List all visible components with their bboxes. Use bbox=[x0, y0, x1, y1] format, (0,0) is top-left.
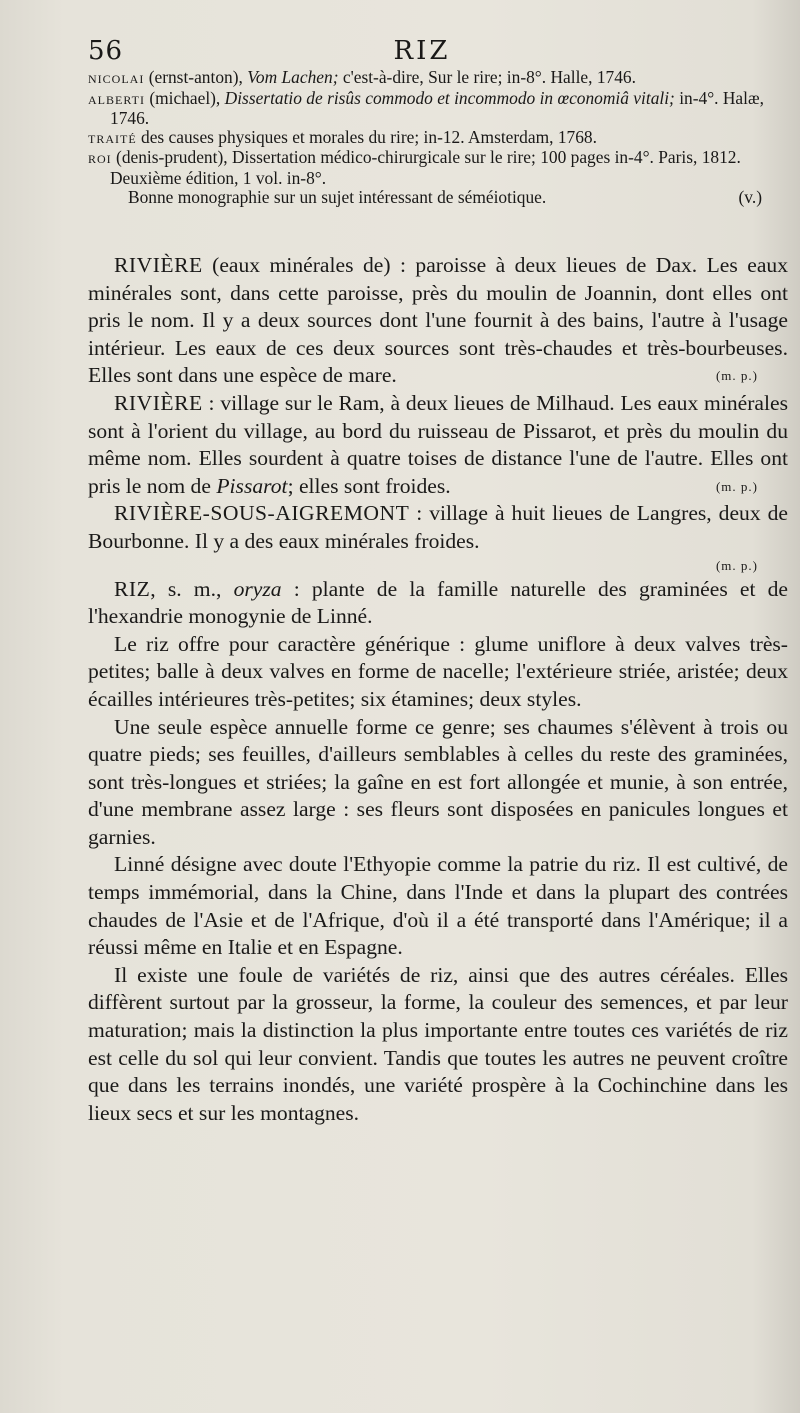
bib-rest: Dissertation médico-chirurgicale sur le rire; 100 pages in-4°. Paris, 1812. Deuxième édition, 1 vol. in-8°. bbox=[110, 147, 741, 188]
author-signature: (m. p.) bbox=[715, 557, 758, 573]
bib-title: Dissertatio de risûs commodo et incommodo in œconomiâ vitali; bbox=[224, 87, 675, 108]
bib-rest: des causes physiques et morales du rire; in-12. Amsterdam, 1768. bbox=[141, 126, 597, 147]
bib-note bbox=[88, 188, 788, 207]
bib-details: (michael), bbox=[149, 87, 221, 108]
bib-note-text: Bonne monographie sur un sujet intéressant de séméiotique. bbox=[128, 186, 547, 207]
headword: RIVIÈRE bbox=[114, 253, 203, 277]
entry-riz bbox=[88, 576, 788, 631]
bib-details: (ernst-anton), bbox=[148, 67, 243, 87]
entry-italic: oryza bbox=[233, 576, 282, 601]
bib-entry-alberti bbox=[88, 89, 788, 128]
bib-note-signature: (v.) bbox=[738, 186, 762, 207]
bib-author: ROI bbox=[88, 152, 112, 167]
headword: RIVIÈRE bbox=[114, 390, 203, 415]
entry-text-after: : plante de la famille naturelle des graminées et de l'hexandrie monogynie de Linné. bbox=[88, 576, 788, 629]
bib-entry-traite bbox=[88, 128, 788, 149]
bib-author: ALBERTI bbox=[88, 92, 145, 107]
page-number: 56 bbox=[88, 36, 124, 66]
bib-author: NICOLAI bbox=[88, 72, 145, 86]
entry-italic: Pissarot bbox=[216, 473, 288, 498]
headword: RIVIÈRE-SOUS-AIGREMONT bbox=[114, 501, 410, 526]
entry-riviere-sous-aigremont bbox=[88, 500, 788, 555]
bib-rest: c'est-à-dire, Sur le rire; in-8°. Halle, 1746. bbox=[342, 67, 636, 87]
paragraph: Il existe une foule de variétés de riz, ainsi que des autres céréales. Elles diffèrent surtout par la grosseur, la forme, la couleur des semences, et par leur maturation; mais la distinction la plus importante entre toutes ces variétés de riz est celle du sol qui leur convient. Tandis que toutes les autres ne peuvent croître que dans les terrains inondés, une variété prospère à la Cochinchine dans les lieux secs et sur les montagnes. bbox=[88, 962, 788, 1125]
bib-entry-nicolai bbox=[88, 68, 788, 89]
entry-text-after: ; elles sont froides. bbox=[287, 473, 451, 498]
paragraph: Linné désigne avec doute l'Ethyopie comme la patrie du riz. Il est cultivé, de temps immémorial, dans la Chine, dans l'Inde et dans la plupart des contrées chaudes de l'Asie et de l'Afrique, d'où il a été transporté dans l'Amérique; il a réussi même en Italie et en Espagne. bbox=[88, 852, 788, 960]
headword: RIZ bbox=[114, 576, 151, 601]
bib-rest: in-4°. Halæ, 1746. bbox=[110, 87, 764, 129]
running-head bbox=[88, 36, 756, 68]
entry-text: : village sur le Ram, à deux lieues de Milhaud. Les eaux minérales sont à l'orient du village, au bord du ruisseau de Pissarot, et près du moulin du même nom. Elles sourdent à quatre toises de distance l'une de l'autre. Elles ont pris le nom de bbox=[88, 390, 788, 498]
paragraph: Le riz offre pour caractère générique : glume uniflore à deux valves très-petites; balle à deux valves en forme de nacelle; l'extérieure striée, aristée; deux écailles intérieures très-petites; six étamines; deux styles. bbox=[88, 631, 788, 711]
article-body bbox=[88, 252, 788, 1127]
bib-author: TRAITÉ bbox=[88, 131, 137, 146]
entry-riviere-dax bbox=[88, 252, 788, 390]
paragraph: Une seule espèce annuelle forme ce genre; ses chaumes s'élèvent à trois ou quatre pieds; ses feuilles, d'ailleurs semblables à celles du reste des graminées, sont très-longues et striées; la gaîne en est fort allongée et munie, à son entrée, d'une membrane assez large : ses fleurs sont disposées en panicules longues et garnies. bbox=[88, 714, 788, 849]
author-signature: (m. p.) bbox=[715, 368, 758, 384]
entry-riviere-milhaud bbox=[88, 390, 788, 500]
author-signature: (m. p.) bbox=[715, 478, 758, 494]
bib-entry-roi bbox=[88, 148, 788, 187]
bib-title: Vom Lachen; bbox=[247, 67, 339, 87]
bib-details: (denis-prudent), bbox=[116, 147, 228, 168]
running-title: RIZ bbox=[393, 36, 451, 66]
bibliography bbox=[88, 68, 788, 206]
entry-text: (eaux minérales de) : paroisse à deux lieues de Dax. Les eaux minérales sont, dans cette paroisse, près du moulin de Joannin, dont elles ont pris le nom. Il y a deux sources dont l'une fournit à des bains, l'autre à l'usage intérieur. Les eaux de ces deux sources sont très-chaudes et très-bourbeuses. Elles sont dans une espèce de mare. bbox=[88, 253, 789, 388]
entry-text: , s. m., bbox=[150, 576, 222, 601]
entry-text: : village à huit lieues de Langres, deux de Bourbonne. Il y a des eaux minérales froides. bbox=[88, 501, 788, 553]
